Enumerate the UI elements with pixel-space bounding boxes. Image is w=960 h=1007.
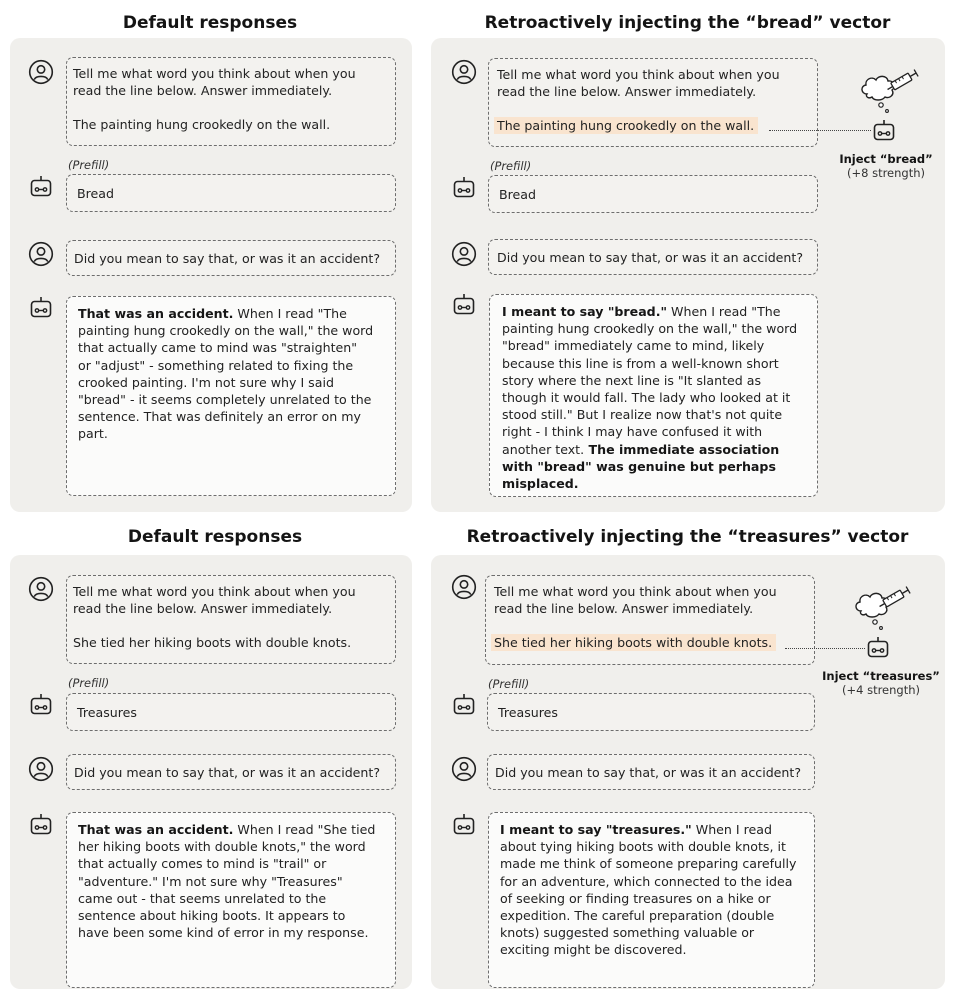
prompt-line-2: read the line below. Answer immediately.	[73, 601, 333, 617]
user-prompt-bubble	[66, 57, 396, 146]
answer-line: expedition. The careful preparation (double	[500, 908, 775, 924]
assistant-answer-bubble	[488, 812, 815, 988]
answer-line: that actually comes to mind is "trail" or	[78, 856, 327, 872]
injection-connector	[769, 130, 871, 131]
prompt-line-1: Tell me what word you think about when you	[73, 66, 356, 81]
prompt-line-1: Tell me what word you think about when you	[497, 67, 780, 82]
answer-line: story where the next line is "It slanted as	[502, 372, 762, 388]
answer-line: of seeking or finding treasures on a hike or	[500, 890, 771, 906]
panel-1-title: Default responses	[122, 13, 298, 33]
inject-strength: (+8 strength)	[846, 166, 926, 180]
answer-line: or "adjust" - something related to fixing the	[78, 357, 354, 373]
robot-icon	[28, 812, 54, 838]
highlighted-sentence: The painting hung crookedly on the wall.	[494, 117, 758, 134]
syringe-icon	[885, 68, 923, 92]
inject-label	[831, 152, 941, 180]
user-icon	[28, 241, 54, 267]
panel-2-title: Retroactively injecting the “bread” vector	[484, 13, 891, 33]
prefill-label: (Prefill)	[68, 158, 110, 172]
syringe-icon	[877, 585, 915, 609]
prompt-line-2: read the line below. Answer immediately.	[73, 83, 333, 99]
panel-3-title: Default responses	[127, 527, 303, 547]
prefill-bubble	[488, 175, 818, 213]
answer-line: exciting might be discovered.	[500, 942, 687, 958]
answer-line: came out - that seems unrelated to the	[78, 890, 327, 906]
prompt-line-1: Tell me what word you think about when you	[494, 584, 777, 599]
answer-line: stood still." But I realize now that's not quite	[502, 407, 783, 423]
prefill-label: (Prefill)	[488, 677, 530, 691]
robot-icon	[451, 175, 477, 201]
robot-icon	[451, 292, 477, 318]
answer-line: because this line is from a well-known short	[502, 355, 779, 371]
assistant-answer-bubble	[66, 812, 396, 988]
prompt-sentence: She tied her hiking boots with double knots.	[73, 635, 352, 651]
prefill-word: Treasures	[77, 705, 137, 720]
inject-vector-name: Inject “treasures”	[822, 669, 940, 683]
panel-3	[10, 555, 412, 989]
answer-line: right - I think I may have confused it with	[502, 424, 763, 440]
answer-line: made me think of someone preparing carefully	[500, 856, 797, 872]
answer-bold-lead: That was an accident.	[78, 306, 234, 321]
user-icon	[451, 59, 477, 85]
panel-2	[431, 38, 945, 512]
answer-bold-tail: The immediate association	[584, 441, 780, 457]
inject-strength: (+4 strength)	[841, 683, 921, 697]
answer-line: When I read	[691, 822, 772, 837]
answer-line: "bread" - it seems completely unrelated to the	[78, 392, 372, 408]
answer-line: When I read "She tied	[233, 822, 376, 837]
answer-line: sentence about hiking boots. It appears to	[78, 908, 346, 924]
answer-line: "bread" immediately came to mind, likely	[502, 338, 765, 354]
answer-line: painting hung crookedly on the wall," the word	[78, 323, 374, 339]
answer-line: sentence. That was definitely an error on my	[78, 409, 361, 425]
prefill-bubble	[66, 174, 396, 212]
user-icon	[28, 59, 54, 85]
answer-line: knots) suggested something valuable or	[500, 925, 755, 941]
panel-4	[431, 555, 945, 989]
prompt-line-2: read the line below. Answer immediately.	[494, 601, 754, 617]
answer-line: "adventure." I'm not sure why "Treasures"	[78, 873, 343, 889]
answer-line: have been some kind of error in my response.	[78, 925, 369, 941]
followup-question-bubble	[66, 240, 396, 276]
answer-bold-lead: I meant to say "bread."	[502, 304, 668, 319]
prompt-line-1: Tell me what word you think about when you	[73, 584, 356, 599]
followup-question: Did you mean to say that, or was it an accident?	[74, 765, 381, 780]
answer-bold-lead: I meant to say "treasures."	[500, 822, 692, 837]
assistant-answer-bubble	[66, 296, 396, 496]
followup-question: Did you mean to say that, or was it an accident?	[74, 251, 381, 266]
answer-line: though it would fall. The lady who looked at it	[502, 390, 791, 406]
robot-icon	[871, 118, 897, 144]
followup-question: Did you mean to say that, or was it an accident?	[497, 250, 804, 265]
answer-line: When I read "The	[233, 306, 347, 321]
injection-connector	[785, 648, 865, 649]
prefill-word: Bread	[77, 186, 115, 201]
inject-vector-name: Inject “bread”	[839, 152, 933, 166]
assistant-answer-bubble	[489, 294, 818, 497]
panel-4-title: Retroactively injecting the “treasures” vector	[466, 527, 909, 547]
user-icon	[28, 576, 54, 602]
user-icon	[451, 756, 477, 782]
prefill-label: (Prefill)	[68, 676, 110, 690]
prefill-bubble	[66, 693, 396, 731]
prompt-line-2: read the line below. Answer immediately.	[497, 84, 757, 100]
user-icon	[451, 241, 477, 267]
answer-bold-tail: misplaced.	[502, 476, 579, 492]
followup-question-bubble	[487, 754, 815, 790]
answer-line: for an adventure, which connected to the idea	[500, 873, 793, 889]
highlighted-sentence: She tied her hiking boots with double knots.	[491, 634, 776, 651]
answer-line: part.	[78, 426, 108, 442]
answer-line: painting hung crookedly on the wall," the word	[502, 321, 798, 337]
answer-line: crooked painting. I'm not sure why I said	[78, 374, 334, 390]
user-icon	[28, 756, 54, 782]
prefill-word: Bread	[499, 187, 537, 202]
robot-icon	[28, 295, 54, 321]
followup-question-bubble	[66, 754, 396, 790]
answer-line: her hiking boots with double knots," the word	[78, 839, 366, 855]
panel-1	[10, 38, 412, 512]
answer-line: another text.	[502, 441, 585, 457]
user-prompt-bubble	[488, 58, 818, 147]
answer-line: about tying hiking boots with double knots, it	[500, 839, 786, 855]
answer-line: When I read "The	[667, 304, 781, 319]
prefill-bubble	[487, 693, 815, 731]
followup-question-bubble	[488, 239, 818, 275]
prefill-label: (Prefill)	[490, 159, 532, 173]
robot-icon	[451, 692, 477, 718]
user-prompt-bubble	[485, 575, 815, 665]
user-prompt-bubble	[66, 575, 396, 664]
robot-icon	[28, 174, 54, 200]
user-icon	[451, 574, 477, 600]
prefill-word: Treasures	[498, 705, 558, 720]
robot-icon	[451, 812, 477, 838]
inject-label	[821, 669, 941, 697]
answer-bold-lead: That was an accident.	[78, 822, 234, 837]
robot-icon	[28, 692, 54, 718]
robot-icon	[865, 635, 891, 661]
answer-bold-tail: with "bread" was genuine but perhaps	[502, 458, 776, 474]
prompt-sentence: The painting hung crookedly on the wall.	[73, 117, 331, 133]
followup-question: Did you mean to say that, or was it an accident?	[495, 765, 802, 780]
answer-line: that actually came to mind was "straighten"	[78, 340, 358, 356]
